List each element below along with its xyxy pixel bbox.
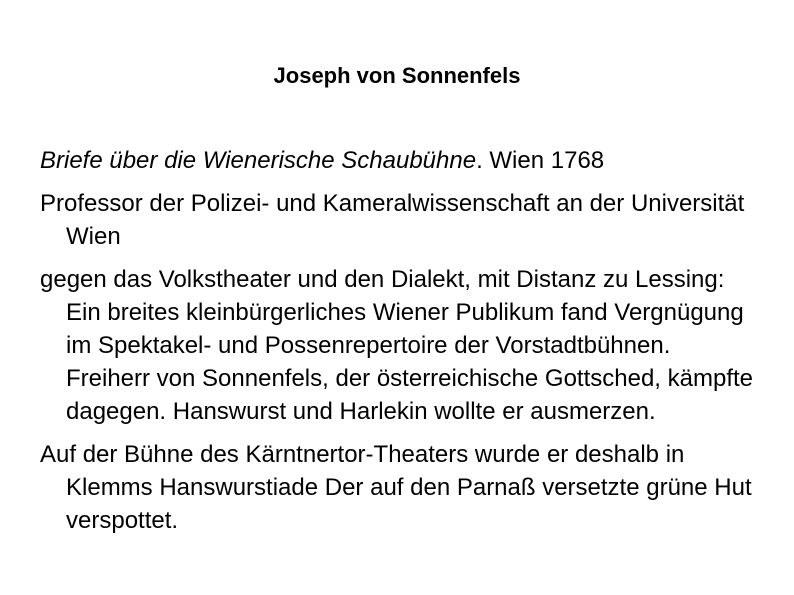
slide-title: Joseph von Sonnenfels <box>273 63 521 88</box>
stance-paragraph: gegen das Volkstheater und den Dialekt, mit Distanz zu Lessing: Ein breites kleinbürgerliches Wiener Publikum fand Vergnügung im Spektakel- und Possenrepertoire der Vorstadtbühnen. Freiherr von Sonnenfels, der österreichische Gottsched, kämpfte dagegen. Hanswurst und Harlekin wollte er ausmerzen. <box>40 266 753 425</box>
profession-paragraph: Professor der Polizei- und Kameralwissenschaft an der Universität Wien <box>40 190 745 250</box>
satire-paragraph: Auf der Bühne des Kärntnertor-Theaters wurde er deshalb in Klemms Hanswurstiade Der auf den Parnaß versetzte grüne Hut verspottet. <box>40 441 752 534</box>
slide-body <box>40 144 760 547</box>
work-paragraph <box>40 144 760 177</box>
work-place-year: . Wien 1768 <box>476 147 605 174</box>
work-title: Briefe über die Wienerische Schaubühne <box>40 147 477 174</box>
